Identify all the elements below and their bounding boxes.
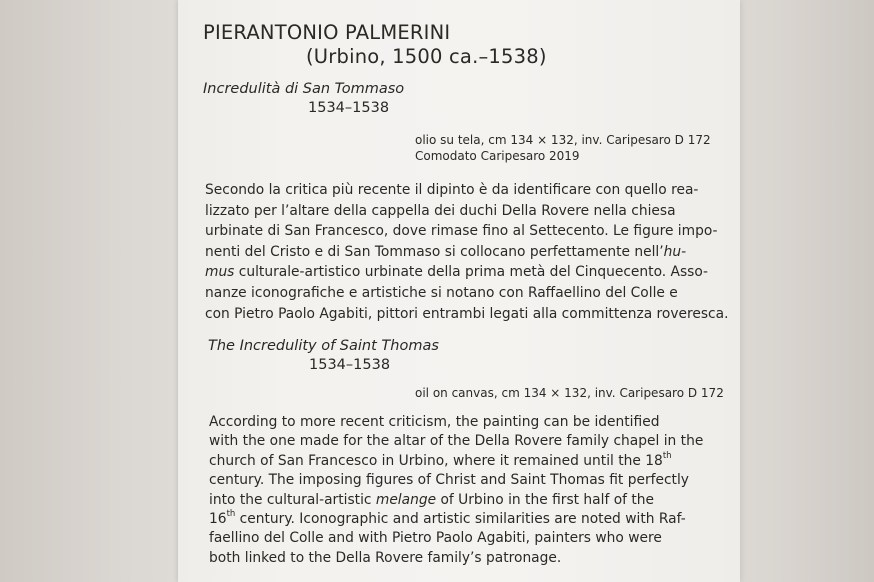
description-line: According to more recent criticism, the painting can be identified	[209, 414, 660, 430]
wall-left	[0, 0, 178, 582]
artwork-years-english: 1534–1538	[309, 357, 391, 373]
artwork-title-italian: Incredulità di San Tommaso	[203, 81, 405, 97]
description-line: century. The imposing figures of Christ and Saint Thomas fit perfectly	[209, 472, 689, 489]
loan-italian: Comodato Caripesaro 2019	[415, 149, 580, 163]
description-line: mus culturale-artistico urbinate della prima metà del Cinquecento. Asso-	[205, 264, 709, 281]
description-line: with the one made for the altar of the Della Rovere family chapel in the	[209, 433, 704, 450]
description-line: 16th century. Iconographic and artistic similarities are noted with Raf-	[209, 509, 686, 528]
description-line: church of San Francesco in Urbino, where it remained until the 18th	[209, 451, 672, 469]
description-line: into the cultural-artistic melange of Urbino in the first half of the	[209, 491, 655, 508]
description-line: nenti del Cristo e di San Tommaso si collocano perfettamente nell’hu-	[205, 243, 687, 260]
description-line: Secondo la critica più recente il dipinto è da identificare con quello rea-	[205, 182, 699, 198]
artwork-years-italian: 1534–1538	[308, 100, 390, 116]
description-line: faellino del Colle and with Pietro Paolo Agabiti, painters who were	[209, 530, 662, 547]
description-line: urbinate di San Francesco, dove rimase fino al Settecento. Le figure impo-	[205, 223, 718, 240]
technique-italian: olio su tela, cm 134 × 132, inv. Caripesaro D 172	[415, 133, 711, 147]
technique-english: oil on canvas, cm 134 × 132, inv. Caripesaro D 172	[415, 386, 724, 400]
description-line: nanze iconografiche e artistiche si notano con Raffaellino del Colle e	[205, 284, 678, 301]
description-italian	[205, 180, 728, 324]
description-english	[209, 413, 703, 568]
description-line: lizzato per l’altare della cappella dei duchi Della Rovere nella chiesa	[205, 202, 676, 219]
artwork-title-english: The Incredulity of Saint Thomas	[208, 338, 439, 354]
description-line: both linked to the Della Rovere family’s patronage.	[209, 549, 562, 566]
artist-name: PIERANTONIO PALMERINI	[203, 21, 451, 44]
description-line: con Pietro Paolo Agabiti, pittori entrambi legati alla committenza roveresca.	[205, 305, 729, 322]
artist-dates: (Urbino, 1500 ca.–1538)	[306, 45, 547, 68]
wall-right	[738, 0, 874, 582]
